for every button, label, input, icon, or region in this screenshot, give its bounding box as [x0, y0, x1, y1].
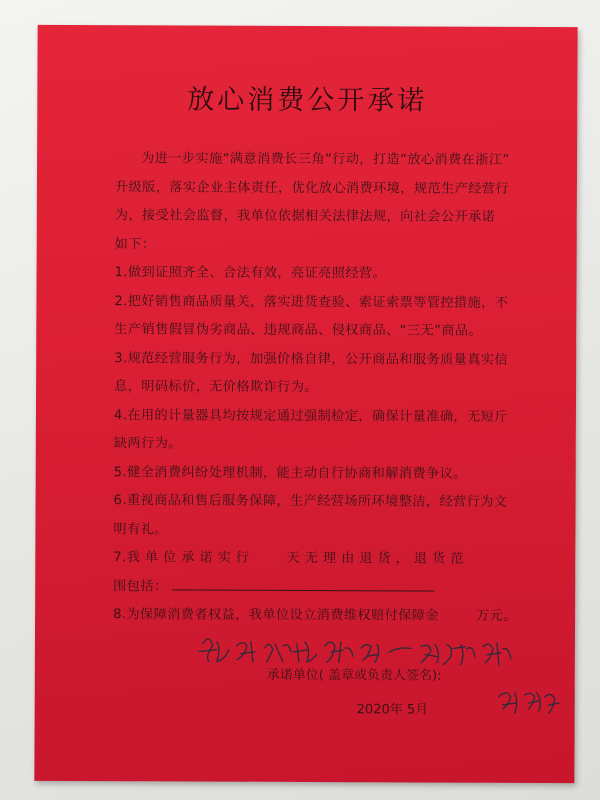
return-scope-line — [172, 575, 434, 591]
signatory-label: 承诺单位( 盖章或负责人签名): — [266, 667, 442, 684]
list-item-4: 4.在用的计量器具均按规定通过强制检定，确保计量准确，无短斤 — [113, 407, 508, 425]
item7-prefix: 7.我 单 位 承 诺 实 行 — [113, 550, 250, 566]
red-notice-sheet — [34, 25, 577, 783]
list-item-3: 3.规范经营服务行为，加强价格自律，公开商品和服务质量真实信 — [114, 350, 509, 368]
list-item-5: 5.健全消费纠纷处理机制，能主动自行协商和解消费争议。 — [113, 464, 467, 482]
item8-suffix: 万元。 — [476, 608, 517, 624]
list-item-7 — [113, 544, 513, 574]
item8-prefix: 8.为保障消费者权益，我单位设立消费维权赔付保障金 — [113, 607, 440, 624]
intro-line: 为，接受社会监督，我单位依据相关法律法规，向社会公开承诺 — [114, 208, 496, 225]
commitment-list — [113, 259, 515, 631]
list-item-6-cont: 明有礼。 — [113, 521, 168, 537]
item7-scope-label: 围包括： — [113, 578, 168, 594]
list-item-7-cont — [113, 573, 513, 603]
intro-paragraph — [115, 145, 515, 261]
list-item-3-cont: 息，明码标价，无价格欺诈行为。 — [114, 379, 318, 396]
list-item-2: 2.把好销售商品质量关，落实进货查验、索证索票等管控措施，不 — [114, 293, 509, 311]
list-item-6: 6.重视商品和售后服务保障，生产经营场所环境整洁，经营行为文 — [113, 493, 508, 510]
list-item-1: 1.做到证照齐全、合法有效，亮证亮照经营。 — [114, 265, 387, 282]
commitment-date: 2020年 5月 — [356, 702, 429, 718]
intro-line: 如下： — [114, 236, 156, 252]
intro-line: 升级版，落实企业主体责任，优化放心消费环境，规范生产经营行 — [114, 179, 510, 197]
page-title: 放心消费公开承诺 — [187, 84, 428, 117]
item7-suffix: 天 无 理 由 退 货 ， 退 货 范 — [286, 550, 464, 567]
intro-line: 为进一步实施“满意消费长三角”行动，打造“放心消费在浙江” — [141, 151, 510, 168]
list-item-2-cont: 生产销售假冒伪劣商品、违规商品、侵权商品、“三无”商品。 — [114, 322, 483, 339]
list-item-4-cont: 缺两行为。 — [113, 436, 182, 452]
